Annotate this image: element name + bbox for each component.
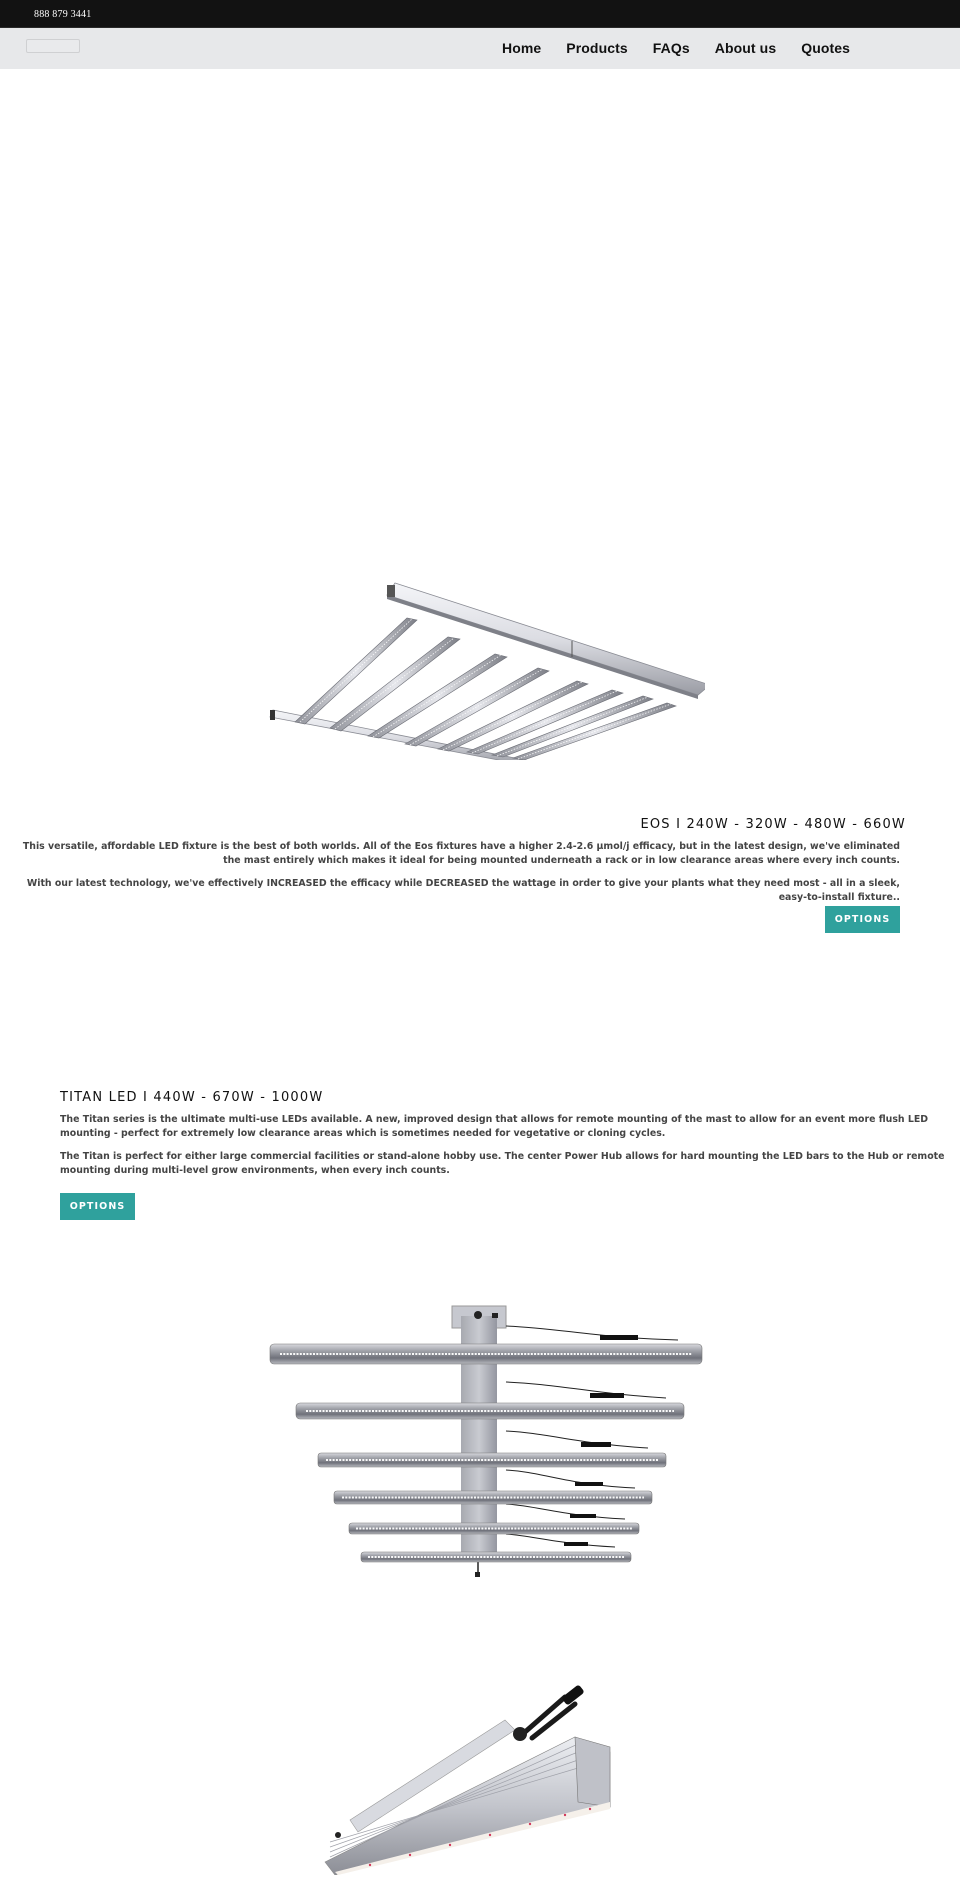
titan-section-title: TITAN LED I 440W - 670W - 1000W [60,1090,324,1105]
nav-faqs[interactable]: FAQs [652,40,690,56]
eos-section-title: EOS I 240W - 320W - 480W - 660W [640,817,906,832]
titan-description-1: The Titan series is the ultimate multi-use LEDs available. A new, improved design that allows for remote mounting of the mast to allow for an event more flush LED mounting - perfect for extremely low clearance areas which is sometimes needed for vegetative or cloning cycles. [60,1114,929,1139]
phone-number[interactable]: 888 879 3441 [34,9,92,20]
nav-about-us[interactable]: About us [714,40,777,56]
nav-home[interactable]: Home [502,40,542,56]
eos-description-1: This versatile, affordable LED fixture is the best of both worlds. All of the Eos fixtures have a higher 2.4-2.6 µmol/j efficacy, but in the latest design, we've eliminated the mast entirely which makes it ideal for being mounted underneath a rack or in low clearance areas where every inch counts. [22,841,900,866]
eos-product-image [255,575,705,760]
nav-products[interactable]: Products [566,40,628,56]
titan-options-button[interactable]: OPTIONS [60,1193,135,1220]
eos-options-button[interactable]: OPTIONS [825,906,900,933]
eos-description-2: With our latest technology, we've effectively INCREASED the efficacy while DECREASED the wattage in order to give your plants what they need most - all in a sleek, easy-to-install fixture.. [26,878,900,903]
main-navbar [0,28,960,69]
nav-quotes[interactable]: Quotes [801,40,851,56]
titan-product-image [258,1298,703,1580]
top-bar [0,0,960,28]
led-module-image [310,1672,630,1875]
main-nav [502,40,875,56]
titan-description-2: The Titan is perfect for either large commercial facilities or stand-alone hobby use. The center Power Hub allows for hard mounting the LED bars to the Hub or remote mounting during multi-level grow environments, when every inch counts. [60,1151,945,1176]
logo[interactable] [26,39,80,53]
